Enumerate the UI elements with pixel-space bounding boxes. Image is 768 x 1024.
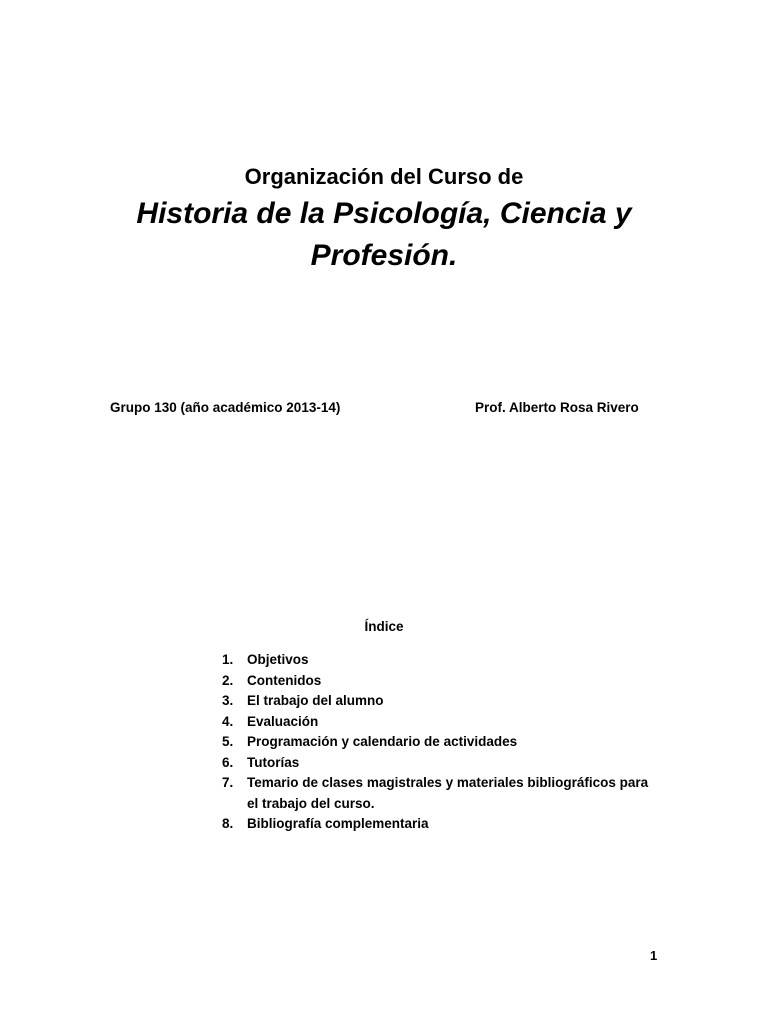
index-title: Índice xyxy=(364,619,404,634)
toc-item-text: Evaluación xyxy=(247,713,319,729)
toc-item xyxy=(222,773,662,814)
toc-item xyxy=(222,650,662,671)
toc-item xyxy=(222,753,662,774)
toc-item-number: 2. xyxy=(222,672,234,688)
toc-item-number: 7. xyxy=(222,775,234,790)
toc-item-text: Bibliografía complementaria xyxy=(247,816,429,831)
course-title-line-2: Profesión. xyxy=(310,239,458,272)
toc-item-text: Programación y calendario de actividades xyxy=(247,734,518,749)
course-title xyxy=(100,193,668,277)
toc-item-number: 4. xyxy=(222,713,234,729)
toc-item xyxy=(222,732,662,753)
toc-item-number: 8. xyxy=(222,816,234,831)
toc-item xyxy=(222,712,662,733)
toc-item xyxy=(222,814,662,835)
professor-name: Prof. Alberto Rosa Rivero xyxy=(475,400,639,415)
toc-item-number: 3. xyxy=(222,693,234,708)
table-of-contents xyxy=(222,650,662,835)
toc-item xyxy=(222,691,662,712)
toc-item xyxy=(222,671,662,692)
page-number: 1 xyxy=(650,948,658,963)
toc-item-text: Objetivos xyxy=(247,652,309,667)
toc-item-number: 5. xyxy=(222,734,234,749)
toc-item-number: 6. xyxy=(222,754,234,770)
toc-item-text: El trabajo del alumno xyxy=(247,693,384,708)
toc-item-text: Contenidos xyxy=(247,672,322,688)
toc-item-text: Tutorías xyxy=(247,754,300,770)
group-info: Grupo 130 (año académico 2013-14) xyxy=(110,400,341,415)
toc-item-number: 1. xyxy=(222,652,234,667)
toc-item-text: Temario de clases magistrales y materiales bibliográficos para el trabajo del curso. xyxy=(247,775,649,811)
course-title-line-1: Historia de la Psicología, Ciencia y xyxy=(136,197,632,230)
course-pre-title: Organización del Curso de xyxy=(244,164,524,189)
